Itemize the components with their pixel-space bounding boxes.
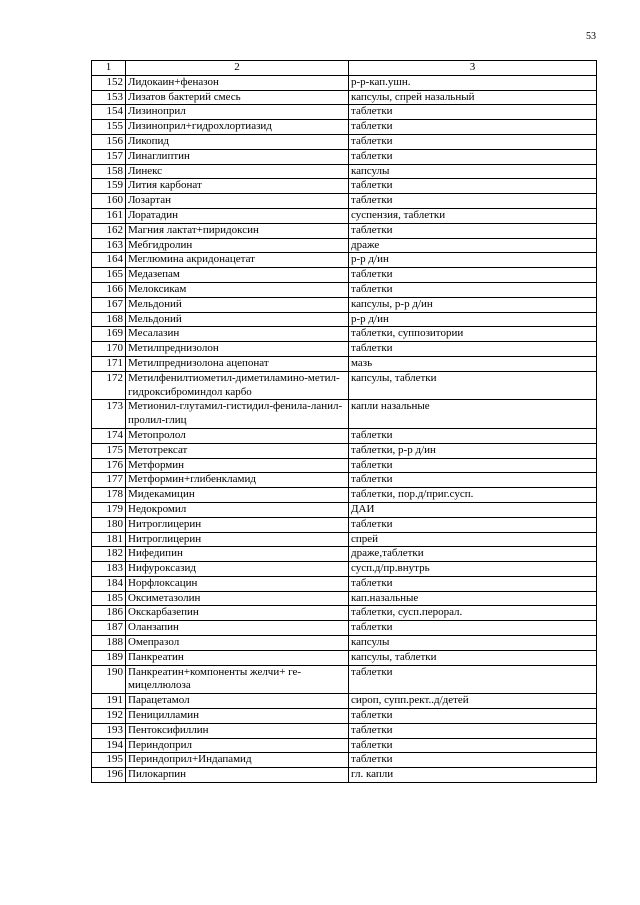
table-row: [92, 473, 597, 488]
drug-name: Лизиноприл: [126, 105, 349, 120]
dosage-form: капсулы, таблетки: [349, 650, 597, 665]
drug-name: Метотрексат: [126, 443, 349, 458]
row-number: 191: [92, 694, 126, 709]
dosage-form: сироп, супп.рект..д/детей: [349, 694, 597, 709]
table-row: [92, 194, 597, 209]
table-row: [92, 576, 597, 591]
column-header-form: 3: [349, 61, 597, 76]
drug-name: Мелоксикам: [126, 282, 349, 297]
table-body: [92, 75, 597, 782]
table-row: [92, 591, 597, 606]
dosage-form: спрей: [349, 532, 597, 547]
dosage-form: капсулы, р-р д/ин: [349, 297, 597, 312]
drug-name: Медазепам: [126, 268, 349, 283]
row-number: 163: [92, 238, 126, 253]
dosage-form: таблетки: [349, 149, 597, 164]
drug-name: Оксиметазолин: [126, 591, 349, 606]
drug-name: Периндоприл+Индапамид: [126, 753, 349, 768]
table-row: [92, 105, 597, 120]
row-number: 188: [92, 636, 126, 651]
row-number: 170: [92, 342, 126, 357]
drug-name: Лозартан: [126, 194, 349, 209]
drug-name: Периндоприл: [126, 738, 349, 753]
table-row: [92, 723, 597, 738]
dosage-form: мазь: [349, 356, 597, 371]
row-number: 194: [92, 738, 126, 753]
row-number: 152: [92, 75, 126, 90]
dosage-form: таблетки: [349, 342, 597, 357]
table-row: [92, 665, 597, 694]
dosage-form: таблетки: [349, 517, 597, 532]
row-number: 181: [92, 532, 126, 547]
drug-name: Пентоксифиллин: [126, 723, 349, 738]
dosage-form: таблетки: [349, 753, 597, 768]
row-number: 153: [92, 90, 126, 105]
table-row: [92, 342, 597, 357]
column-header-name: 2: [126, 61, 349, 76]
drug-name: Мидекамицин: [126, 488, 349, 503]
table-row: [92, 238, 597, 253]
table-row: [92, 738, 597, 753]
drug-name: Лития карбонат: [126, 179, 349, 194]
dosage-form: драже: [349, 238, 597, 253]
table-row: [92, 134, 597, 149]
table-row: [92, 768, 597, 783]
dosage-form: таблетки: [349, 268, 597, 283]
table-row: [92, 400, 597, 429]
table-row: [92, 208, 597, 223]
table-row: [92, 428, 597, 443]
drug-name: Лидокаин+феназон: [126, 75, 349, 90]
row-number: 187: [92, 621, 126, 636]
row-number: 186: [92, 606, 126, 621]
dosage-form: кап.назальные: [349, 591, 597, 606]
dosage-form: таблетки: [349, 665, 597, 694]
drug-name: Линаглиптин: [126, 149, 349, 164]
row-number: 154: [92, 105, 126, 120]
dosage-form: драже,таблетки: [349, 547, 597, 562]
dosage-form: таблетки, р-р д/ин: [349, 443, 597, 458]
row-number: 182: [92, 547, 126, 562]
table-row: [92, 327, 597, 342]
drug-name: Норфлоксацин: [126, 576, 349, 591]
drug-name: Оланзапин: [126, 621, 349, 636]
dosage-form: таблетки: [349, 723, 597, 738]
dosage-form: капсулы: [349, 164, 597, 179]
table-row: [92, 75, 597, 90]
dosage-form: гл. капли: [349, 768, 597, 783]
row-number: 178: [92, 488, 126, 503]
row-number: 180: [92, 517, 126, 532]
dosage-form: таблетки: [349, 120, 597, 135]
row-number: 162: [92, 223, 126, 238]
drug-name: Лизатов бактерий смесь: [126, 90, 349, 105]
dosage-form: таблетки: [349, 473, 597, 488]
drug-name: Нитроглицерин: [126, 532, 349, 547]
drug-name: Лоратадин: [126, 208, 349, 223]
dosage-form: суспензия, таблетки: [349, 208, 597, 223]
dosage-form: таблетки: [349, 194, 597, 209]
drug-name: Ликопид: [126, 134, 349, 149]
dosage-form: таблетки: [349, 428, 597, 443]
row-number: 168: [92, 312, 126, 327]
dosage-form: р-р-кап.ушн.: [349, 75, 597, 90]
row-number: 160: [92, 194, 126, 209]
dosage-form: таблетки, суппозитории: [349, 327, 597, 342]
row-number: 161: [92, 208, 126, 223]
drug-name: Мельдоний: [126, 297, 349, 312]
row-number: 183: [92, 562, 126, 577]
table-row: [92, 547, 597, 562]
dosage-form: р-р д/ин: [349, 253, 597, 268]
dosage-form: ДАИ: [349, 502, 597, 517]
row-number: 167: [92, 297, 126, 312]
drug-name: Панкреатин+компоненты желчи+ ге-мицеллюлоза: [126, 665, 349, 694]
dosage-form: таблетки: [349, 458, 597, 473]
drug-name: Линекс: [126, 164, 349, 179]
table-row: [92, 223, 597, 238]
drug-name: Магния лактат+пиридоксин: [126, 223, 349, 238]
row-number: 195: [92, 753, 126, 768]
drug-name: Нифуроксазид: [126, 562, 349, 577]
row-number: 196: [92, 768, 126, 783]
row-number: 155: [92, 120, 126, 135]
drug-name: Метионил-глутамил-гистидил-фенила-ланил-пролил-глиц: [126, 400, 349, 429]
table-row: [92, 636, 597, 651]
drug-name: Панкреатин: [126, 650, 349, 665]
table-row: [92, 488, 597, 503]
row-number: 173: [92, 400, 126, 429]
table-row: [92, 268, 597, 283]
dosage-form: капсулы, спрей назальный: [349, 90, 597, 105]
drug-name: Меглюмина акридонацетат: [126, 253, 349, 268]
table-row: [92, 164, 597, 179]
row-number: 165: [92, 268, 126, 283]
table-row: [92, 443, 597, 458]
row-number: 171: [92, 356, 126, 371]
row-number: 164: [92, 253, 126, 268]
table-row: [92, 120, 597, 135]
row-number: 174: [92, 428, 126, 443]
dosage-form: таблетки: [349, 223, 597, 238]
dosage-form: сусп.д/пр.внутрь: [349, 562, 597, 577]
table-row: [92, 532, 597, 547]
dosage-form: таблетки: [349, 576, 597, 591]
drug-name: Нифедипин: [126, 547, 349, 562]
column-header-number: 1: [92, 61, 126, 76]
row-number: 177: [92, 473, 126, 488]
row-number: 158: [92, 164, 126, 179]
table-row: [92, 371, 597, 400]
dosage-form: капли назальные: [349, 400, 597, 429]
table-row: [92, 312, 597, 327]
row-number: 185: [92, 591, 126, 606]
row-number: 159: [92, 179, 126, 194]
dosage-form: таблетки: [349, 105, 597, 120]
table-row: [92, 517, 597, 532]
dosage-form: таблетки, сусп.перорал.: [349, 606, 597, 621]
drug-name: Мельдоний: [126, 312, 349, 327]
dosage-form: таблетки: [349, 709, 597, 724]
row-number: 176: [92, 458, 126, 473]
row-number: 169: [92, 327, 126, 342]
row-number: 179: [92, 502, 126, 517]
drug-name: Метформин+глибенкламид: [126, 473, 349, 488]
table-row: [92, 502, 597, 517]
table-row: [92, 753, 597, 768]
drug-name: Месалазин: [126, 327, 349, 342]
table-row: [92, 90, 597, 105]
table-row: [92, 356, 597, 371]
table-row: [92, 458, 597, 473]
table-row: [92, 253, 597, 268]
dosage-form: таблетки, пор.д/приг.сусп.: [349, 488, 597, 503]
drug-name: Метилпреднизолона ацепонат: [126, 356, 349, 371]
dosage-form: таблетки: [349, 282, 597, 297]
row-number: 172: [92, 371, 126, 400]
row-number: 157: [92, 149, 126, 164]
table-row: [92, 282, 597, 297]
dosage-form: таблетки: [349, 179, 597, 194]
drug-name: Пилокарпин: [126, 768, 349, 783]
table-row: [92, 709, 597, 724]
drug-name: Омепразол: [126, 636, 349, 651]
table-row: [92, 149, 597, 164]
table-row: [92, 179, 597, 194]
drug-name: Метилфенилтиометил-диметиламино-метил-гидроксиброминдол карбо: [126, 371, 349, 400]
table-header-row: [92, 61, 597, 76]
drug-name: Метформин: [126, 458, 349, 473]
table-row: [92, 606, 597, 621]
dosage-form: таблетки: [349, 738, 597, 753]
table-row: [92, 621, 597, 636]
drug-table: [91, 60, 597, 783]
dosage-form: р-р д/ин: [349, 312, 597, 327]
row-number: 184: [92, 576, 126, 591]
drug-name: Мебгидролин: [126, 238, 349, 253]
drug-name: Лизиноприл+гидрохлортиазид: [126, 120, 349, 135]
row-number: 166: [92, 282, 126, 297]
drug-name: Окскарбазепин: [126, 606, 349, 621]
drug-name: Недокромил: [126, 502, 349, 517]
table-row: [92, 694, 597, 709]
row-number: 193: [92, 723, 126, 738]
table-row: [92, 650, 597, 665]
row-number: 192: [92, 709, 126, 724]
dosage-form: капсулы, таблетки: [349, 371, 597, 400]
dosage-form: таблетки: [349, 621, 597, 636]
dosage-form: таблетки: [349, 134, 597, 149]
table-row: [92, 562, 597, 577]
row-number: 189: [92, 650, 126, 665]
page-number: 53: [586, 31, 596, 42]
drug-name: Метилпреднизолон: [126, 342, 349, 357]
drug-name: Нитроглицерин: [126, 517, 349, 532]
table-row: [92, 297, 597, 312]
row-number: 156: [92, 134, 126, 149]
row-number: 190: [92, 665, 126, 694]
drug-name: Метопролол: [126, 428, 349, 443]
dosage-form: капсулы: [349, 636, 597, 651]
row-number: 175: [92, 443, 126, 458]
drug-name: Пеницилламин: [126, 709, 349, 724]
drug-name: Парацетамол: [126, 694, 349, 709]
